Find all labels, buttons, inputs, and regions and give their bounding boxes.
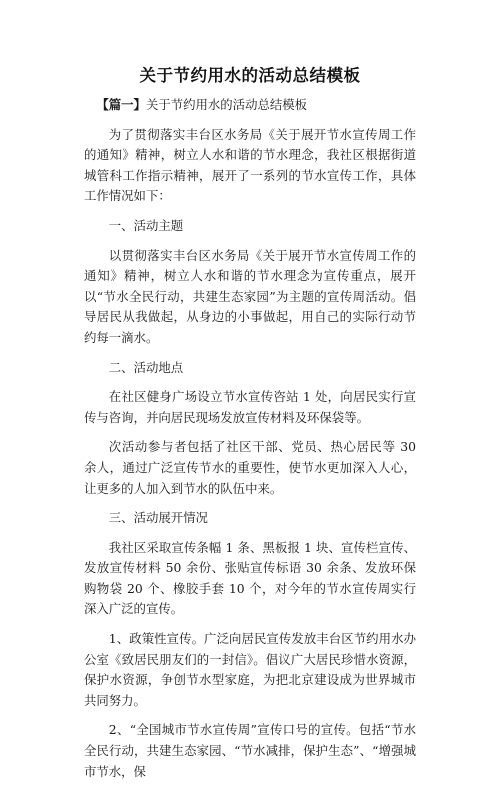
paragraph-activities: 我社区采取宣传条幅 1 条、黑板报 1 块、宣传栏宣传、发放宣传材料 50 余份、张贴宣传标语 30 余条、发放环保购物袋 20 个、橡胶手套 10 个，对今年的节水宣传周实行深入广泛的宣传。 [84,539,416,617]
document-body [84,95,416,791]
section-heading [84,95,416,116]
section-tag: 【篇一】 [96,97,146,112]
paragraph-slogans: 2、“全国城市节水宣传周”宣传口号的宣传。包括“节水全民行动，共建生态家园、“节水减排，保护生态”、“增强城市节水，保 [84,722,416,779]
paragraph-location: 在社区健身广场设立节水宣传咨站 1 处，向居民实行宣传与咨询，并向居民现场发放宣传材料及环保袋等。 [84,389,416,425]
heading-theme: 一、活动主题 [108,217,184,233]
heading-location: 二、活动地点 [108,359,184,375]
paragraph-intro: 为了贯彻落实丰台区水务局《关于展开节水宣传周工作的通知》精神，树立人水和谐的节水理念，我社区根据街道城管科工作指示精神，展开了一系列的节水宣传工作，具体工作情况如下： [84,126,416,204]
heading-activities: 三、活动展开情况 [108,510,208,526]
paragraph-policy: 1、政策性宣传。广泛向居民宣传发放丰台区节约用水办公室《致居民朋友们的一封信》。倡议广大居民珍惜水资源，保护水资源，争创节水型家庭，为把北京建设成为世界城市共同努力。 [84,631,416,708]
section-title: 关于节约用水的活动总结模板 [145,97,308,112]
document-title: 关于节约用水的活动总结模板 [139,66,361,85]
paragraph-theme: 以贯彻落实丰台区水务局《关于展开节水宣传周工作的通知》精神，树立人水和谐的节水理念为宣传重点，展开以“节水全民行动，共建生态家园”为主题的宣传周活动。倡导居民从我做起，从身边的小事做起，用自己的实际行动节约每一滴水。 [84,247,416,345]
paragraph-participants: 次活动参与者包括了社区干部、党员、热心居民等 30 余人，通过广泛宣传节水的重要性，使节水更加深入人心，让更多的人加入到节水的队伍中来。 [84,439,416,496]
